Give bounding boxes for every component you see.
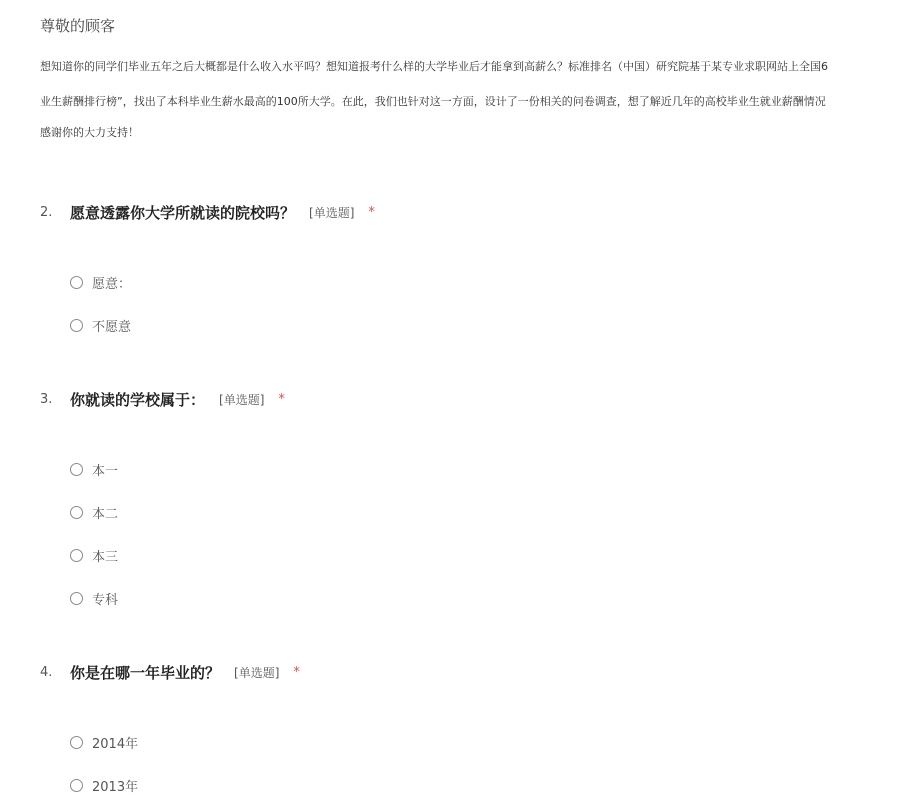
required-marker: * bbox=[278, 391, 285, 407]
radio-option[interactable] bbox=[70, 315, 131, 335]
radio-option[interactable] bbox=[70, 775, 138, 795]
question-title: 你就读的学校属于： bbox=[70, 390, 206, 409]
question-header bbox=[40, 200, 375, 224]
option-label: 2014年 bbox=[92, 736, 139, 752]
radio-option[interactable] bbox=[70, 545, 118, 565]
radio-option[interactable] bbox=[70, 732, 138, 752]
question-type-tag: [单选题] bbox=[234, 665, 280, 680]
radio-button[interactable] bbox=[70, 463, 83, 476]
radio-option[interactable] bbox=[70, 588, 118, 608]
required-marker: * bbox=[293, 664, 300, 680]
question-header bbox=[40, 660, 300, 684]
option-label: 本一 bbox=[92, 463, 119, 479]
intro-text-line: 想知道你的同学们毕业五年之后大概都是什么收入水平吗？想知道报考什么样的大学毕业后才能拿到高薪么？标准排名（中国）研究院基于某专业求职网站上全国6 bbox=[40, 60, 828, 73]
greeting-heading: 尊敬的顾客 bbox=[40, 17, 116, 35]
question-number: 2. bbox=[40, 204, 53, 220]
option-label: 专科 bbox=[92, 592, 119, 608]
option-label: 不愿意 bbox=[92, 319, 132, 335]
radio-button[interactable] bbox=[70, 319, 83, 332]
radio-button[interactable] bbox=[70, 276, 83, 289]
radio-button[interactable] bbox=[70, 779, 83, 792]
radio-button[interactable] bbox=[70, 592, 83, 605]
question-number: 4. bbox=[40, 664, 53, 680]
radio-button[interactable] bbox=[70, 506, 83, 519]
radio-option[interactable] bbox=[70, 502, 118, 522]
question-header bbox=[40, 387, 285, 411]
question-type-tag: [单选题] bbox=[309, 205, 355, 220]
radio-button[interactable] bbox=[70, 549, 83, 562]
required-marker: * bbox=[368, 204, 375, 220]
radio-option[interactable] bbox=[70, 459, 118, 479]
option-label: 愿意： bbox=[92, 276, 132, 292]
intro-text-line: 感谢你的大力支持！ bbox=[40, 126, 139, 139]
option-label: 2013年 bbox=[92, 779, 139, 795]
question-title: 愿意透露你大学所就读的院校吗？ bbox=[70, 203, 296, 222]
question-number: 3. bbox=[40, 391, 53, 407]
option-label: 本二 bbox=[92, 506, 119, 522]
intro-text-line: 业生薪酬排行榜”，找出了本科毕业生薪水最高的100所大学。在此，我们也针对这一方面，设计了一份相关的问卷调查，想了解近几年的高校毕业生就业薪酬情况 bbox=[40, 95, 826, 108]
radio-button[interactable] bbox=[70, 736, 83, 749]
option-label: 本三 bbox=[92, 549, 119, 565]
question-type-tag: [单选题] bbox=[219, 392, 265, 407]
radio-option[interactable] bbox=[70, 272, 131, 292]
question-title: 你是在哪一年毕业的？ bbox=[70, 663, 221, 682]
